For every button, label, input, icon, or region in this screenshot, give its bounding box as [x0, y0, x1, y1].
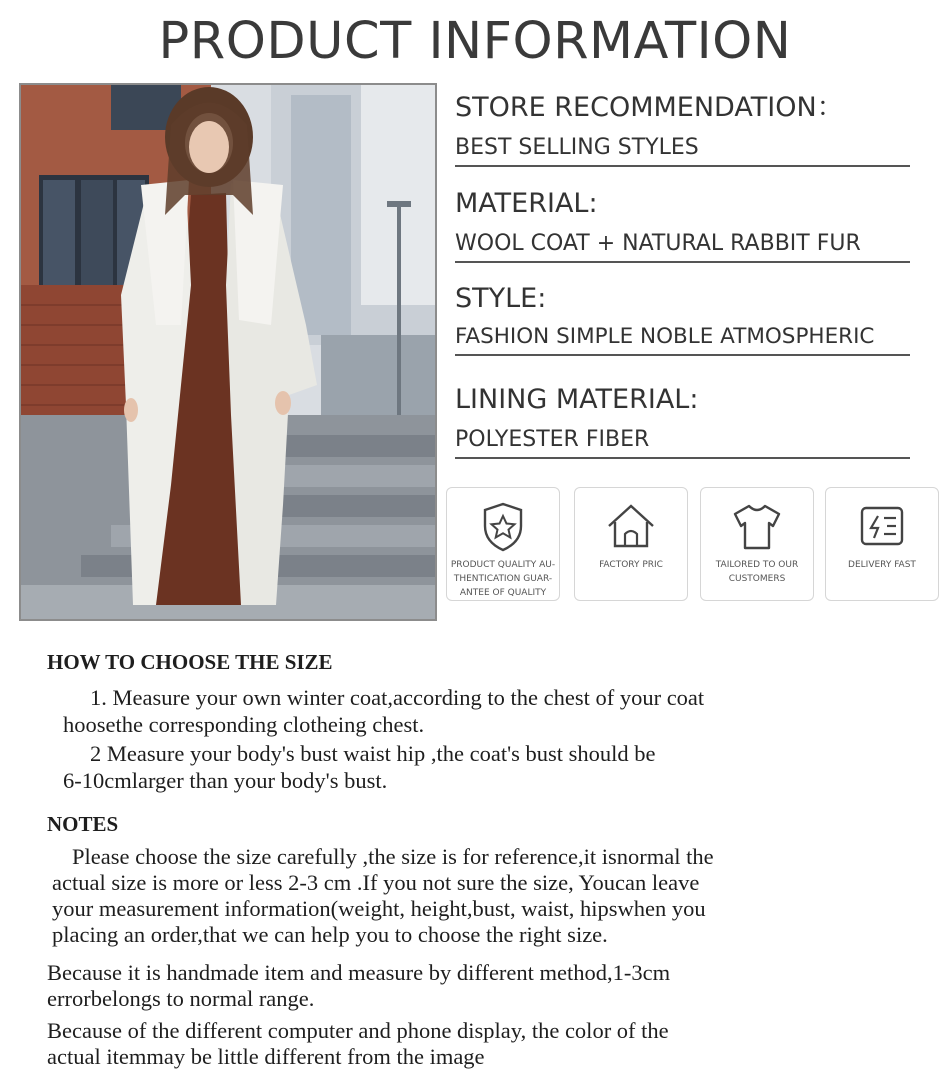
size-guide-heading: HOW TO CHOOSE THE SIZE [47, 650, 333, 674]
feature-factory-price-card [574, 487, 688, 601]
notes-heading: NOTES [47, 812, 119, 836]
feature-caption-line: DELIVERY FAST [848, 560, 916, 570]
notes-line: Please choose the size carefully ,the size is for reference,it isnormal the [72, 844, 714, 869]
spec-material [455, 188, 910, 263]
display-note-line: actual itemmay be little different from the image [47, 1044, 485, 1069]
house-icon [603, 498, 659, 554]
spec-store-recommendation [455, 92, 910, 167]
feature-quality-card [446, 487, 560, 601]
spec-label: LINING MATERIAL: [455, 384, 699, 415]
feature-caption-line: THENTICATION GUAR- [453, 574, 553, 584]
page-title: PRODUCT INFORMATION [158, 12, 792, 71]
size-guide-line: 2 Measure your body's bust waist hip ,the coat's bust should be [90, 741, 656, 766]
spec-lining-material [455, 384, 910, 459]
display-note-line: Because of the different computer and phone display, the color of the [47, 1018, 669, 1043]
notes-line: actual size is more or less 2-3 cm .If you not sure the size, Youcan leave [52, 870, 700, 895]
product-photo [19, 83, 437, 621]
feature-caption-line: TAILORED TO OUR [715, 560, 799, 570]
handmade-note-line: errorbelongs to normal range. [47, 986, 315, 1011]
spec-value: POLYESTER FIBER [455, 426, 910, 459]
notes-line: your measurement information(weight, height,bust, waist, hipswhen you [52, 896, 706, 921]
feature-tailored-card [700, 487, 814, 601]
feature-caption-line: PRODUCT QUALITY AU- [450, 560, 556, 570]
spec-value: WOOL COAT + NATURAL RABBIT FUR [455, 230, 910, 263]
size-guide-line: 6-10cmlarger than your body's bust. [63, 768, 388, 793]
spec-value: BEST SELLING STYLES [455, 134, 910, 167]
spec-value: FASHION SIMPLE NOBLE ATMOSPHERIC [455, 323, 910, 356]
spec-label: STORE RECOMMENDATION： [455, 92, 844, 123]
delivery-icon [854, 498, 910, 554]
feature-delivery-card [825, 487, 939, 601]
shield-star-icon [475, 498, 531, 554]
tshirt-icon [729, 498, 785, 554]
spec-style [455, 283, 910, 356]
size-guide-line: 1. Measure your own winter coat,according to the chest of your coat [90, 685, 705, 710]
feature-caption-line: FACTORY PRIC [599, 560, 663, 570]
size-guide-line: hoosethe corresponding clotheing chest. [63, 712, 425, 737]
feature-caption-line: CUSTOMERS [728, 574, 786, 584]
handmade-note-line: Because it is handmade item and measure by different method,1-3cm [47, 960, 671, 985]
spec-label: STYLE: [455, 283, 547, 314]
feature-caption-line: ANTEE OF QUALITY [459, 588, 547, 598]
notes-line: placing an order,that we can help you to choose the right size. [52, 922, 608, 947]
spec-label: MATERIAL: [455, 188, 598, 219]
